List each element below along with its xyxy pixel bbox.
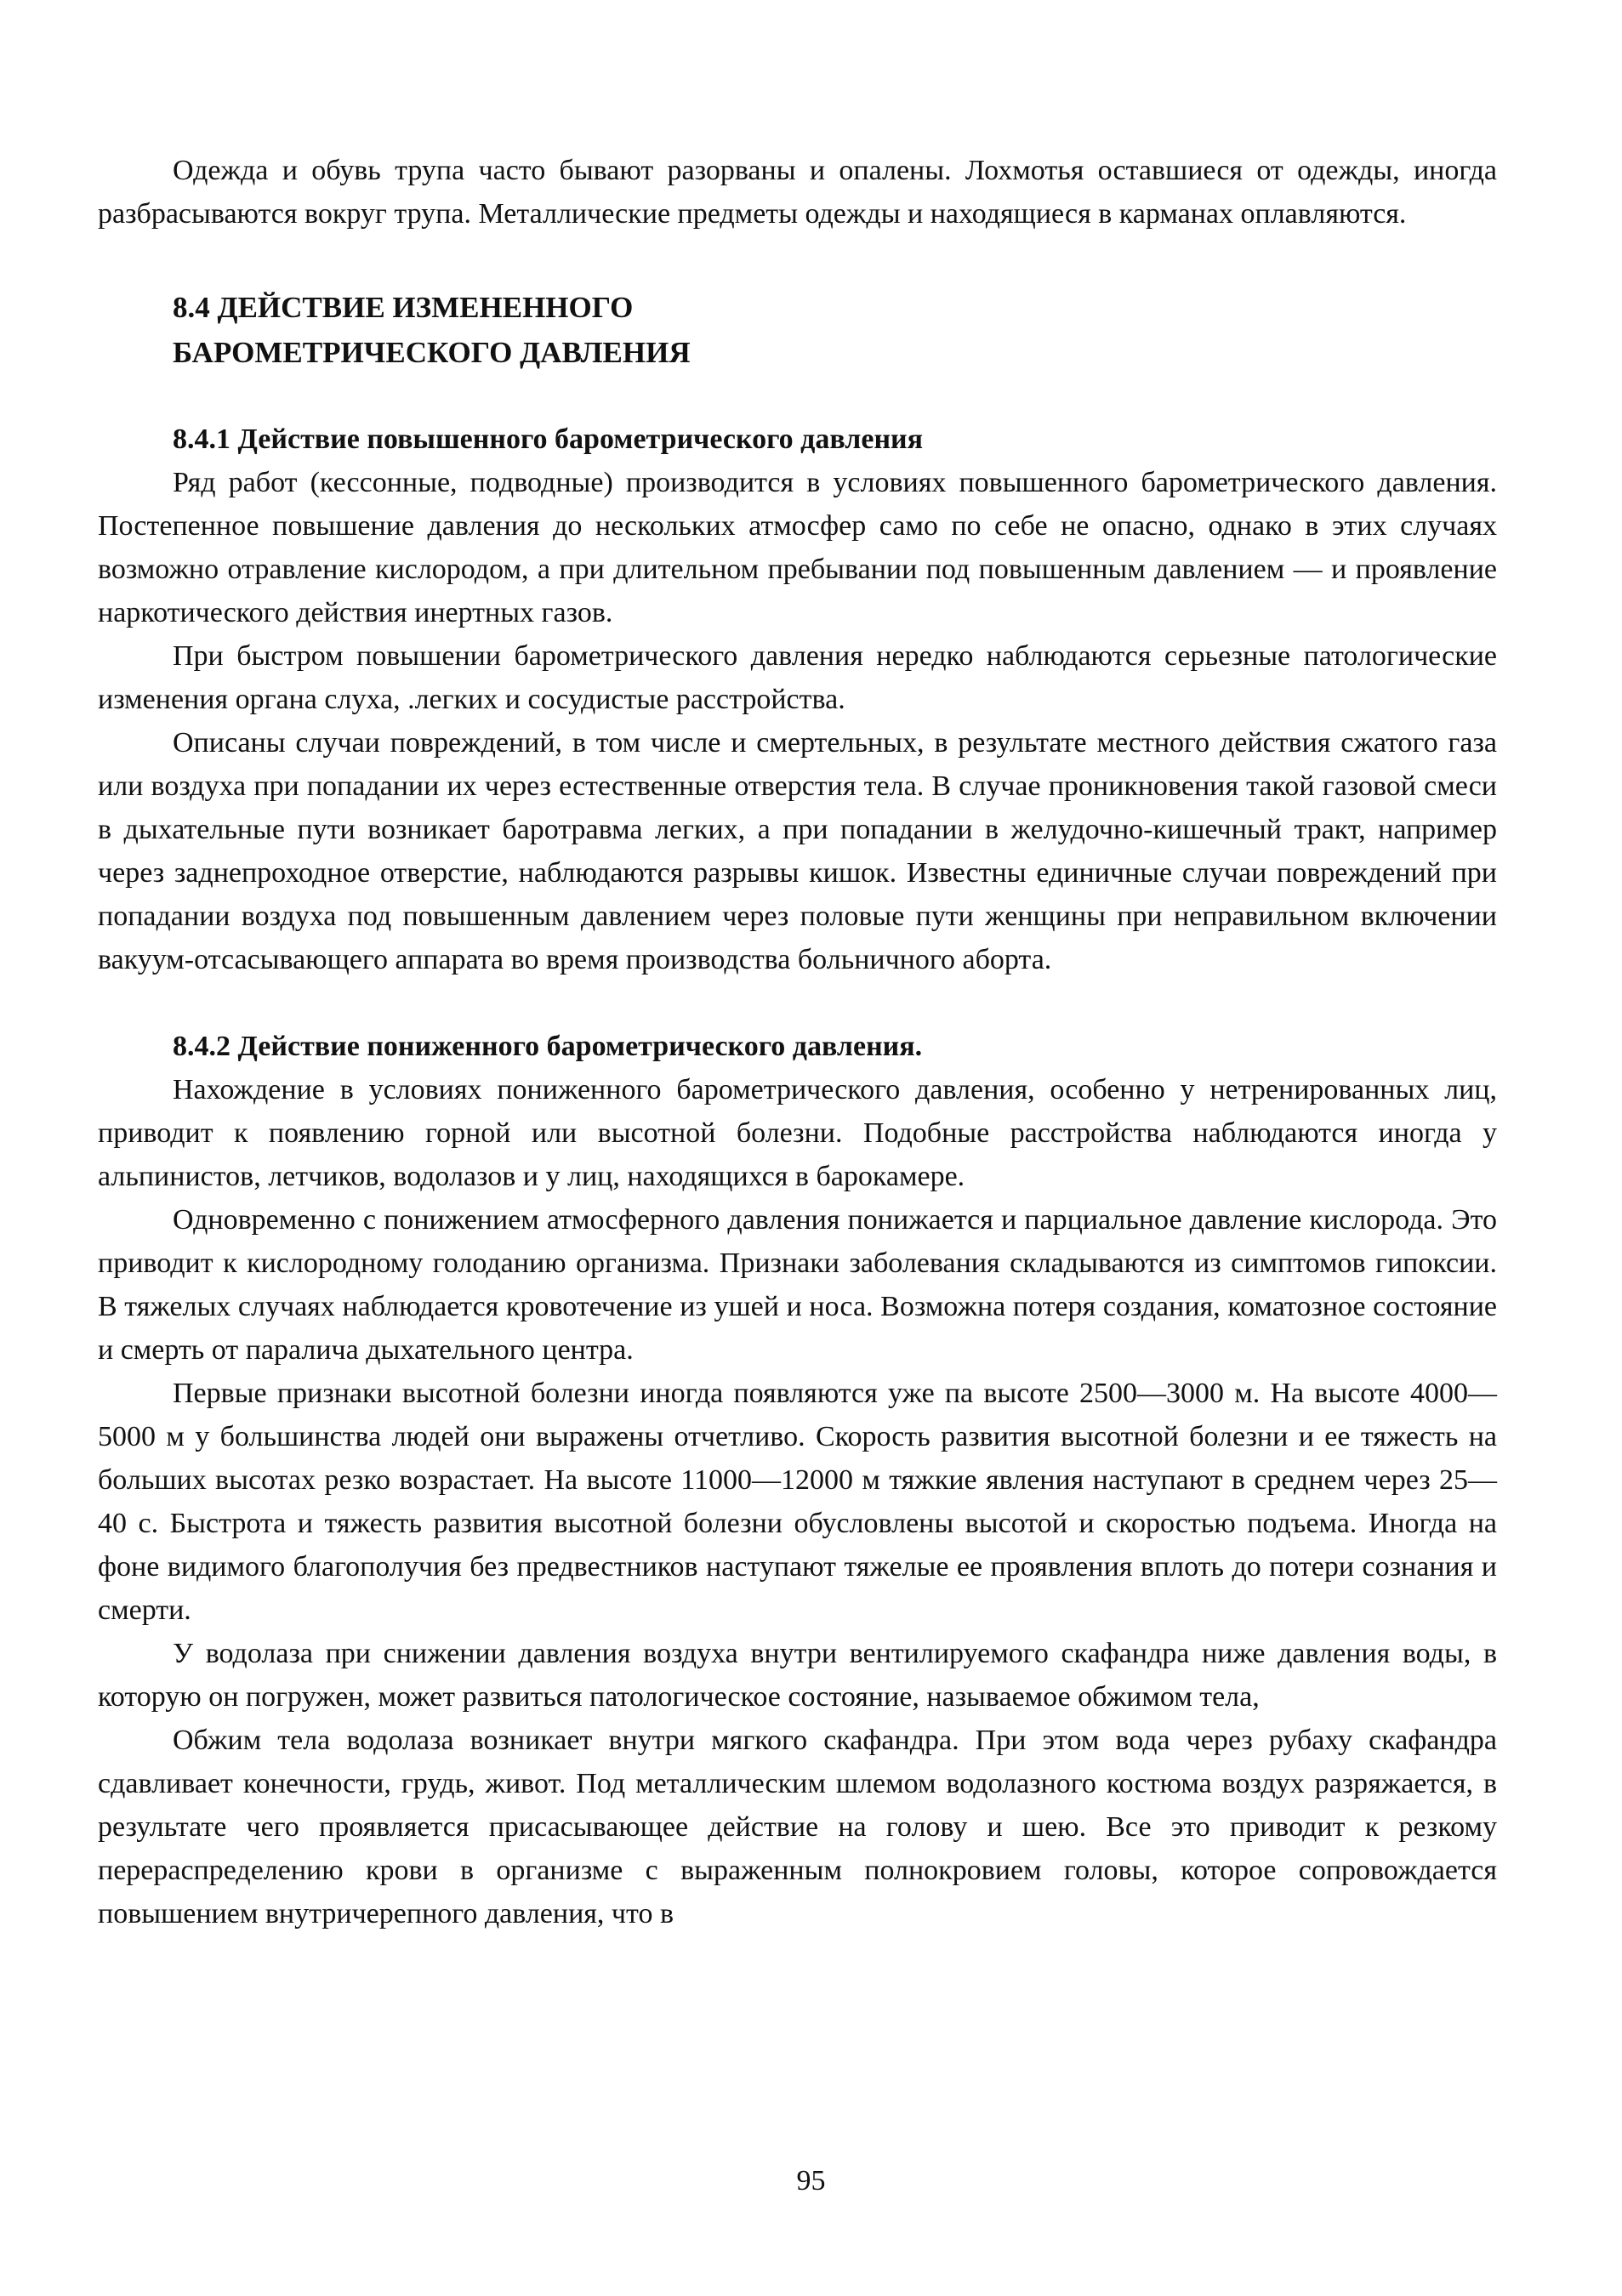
paragraph: При быстром повышении барометрического давления нередко наблюдаются серьезные патологические изменения органа слуха, .легких и сосудистые расстройства. bbox=[98, 640, 1497, 715]
subsection-title: 8.4.2 Действие пониженного барометрического давления. bbox=[173, 1031, 923, 1062]
section-title-line-1: 8.4 ДЕЙСТВИЕ ИЗМЕНЕННОГО bbox=[173, 291, 634, 324]
page-body bbox=[98, 149, 1497, 1935]
paragraph: Первые признаки высотной болезни иногда появляются уже па высоте 2500—3000 м. На высоте 4000—5000 м у большинства людей они выражены отчетливо. Скорость развития высотной болезни и ее тяжесть на больших высотах резко возрастает. На высоте 11000—12000 м тяжкие явления наступают в среднем через 25—40 с. Быстрота и тяжесть развития высотной болезни обусловлены высотой и скоростью подъема. Иногда на фоне видимого благополучия без предвестников наступают тяжелые ее проявления вплоть до потери сознания и смерти. bbox=[98, 1378, 1497, 1626]
paragraph: Нахождение в условиях пониженного барометрического давления, особенно у нетренированных лиц, приводит к появлению горной или высотной болезни. Подобные расстройства наблюдаются иногда у альпинистов, летчиков, водолазов и у лиц, находящихся в барокамере. bbox=[98, 1074, 1497, 1192]
paragraph: Обжим тела водолаза возникает внутри мягкого скафандра. При этом вода через рубаху скафандра сдавливает конечности, грудь, живот. Под металлическим шлемом водолазного костюма воздух разряжается, в результате чего проявляется присасывающее действие на голову и шею. Все это приводит к резкому перераспределению крови в организме с выраженным полнокровием головы, которое сопровождается повышением внутричерепного давления, что в bbox=[98, 1725, 1497, 1929]
paragraph: У водолаза при снижении давления воздуха внутри вентилируемого скафандра ниже давления воды, в которую он погружен, может развиться патологическое состояние, называемое обжимом тела, bbox=[98, 1638, 1497, 1713]
page-number: 95 bbox=[796, 2165, 826, 2197]
section-title-line-2: БАРОМЕТРИЧЕСКОГО ДАВЛЕНИЯ bbox=[173, 336, 691, 369]
section-title bbox=[98, 285, 1497, 375]
paragraph: Одежда и обувь трупа часто бывают разорваны и опалены. Лохмотья оставшиеся от одежды, иногда разбрасываются вокруг трупа. Металлические предметы одежды и находящиеся в карманах оплавляются. bbox=[98, 155, 1497, 230]
paragraph: Ряд работ (кессонные, подводные) производится в условиях повышенного барометрического давления. Постепенное повышение давления до нескольких атмосфер само по себе не опасно, однако в этих случаях возможно отравление кислородом, а при длительном пребывании под повышенным давлением — и проявление наркотического действия инертных газов. bbox=[98, 467, 1497, 628]
subsection-title: 8.4.1 Действие повышенного барометрического давления bbox=[173, 423, 924, 455]
paragraph: Описаны случаи повреждений, в том числе и смертельных, в результате местного действия сжатого газа или воздуха при попадании их через естественные отверстия тела. В случае проникновения такой газовой смеси в дыхательные пути возникает баротравма легких, а при попадании в желудочно-кишечный тракт, например через заднепроходное отверстие, наблюдаются разрывы кишок. Известны единичные случаи повреждений при попадании воздуха под повышенным давлением через половые пути женщины при неправильном включении вакуум-отсасывающего аппарата во время производства больничного аборта. bbox=[98, 727, 1497, 975]
paragraph: Одновременно с понижением атмосферного давления понижается и парциальное давление кислорода. Это приводит к кислородному голоданию организма. Признаки заболевания складываются из симптомов гипоксии. В тяжелых случаях наблюдается кровотечение из ушей и носа. Возможна потеря создания, коматозное состояние и смерть от паралича дыхательного центра. bbox=[98, 1204, 1497, 1366]
